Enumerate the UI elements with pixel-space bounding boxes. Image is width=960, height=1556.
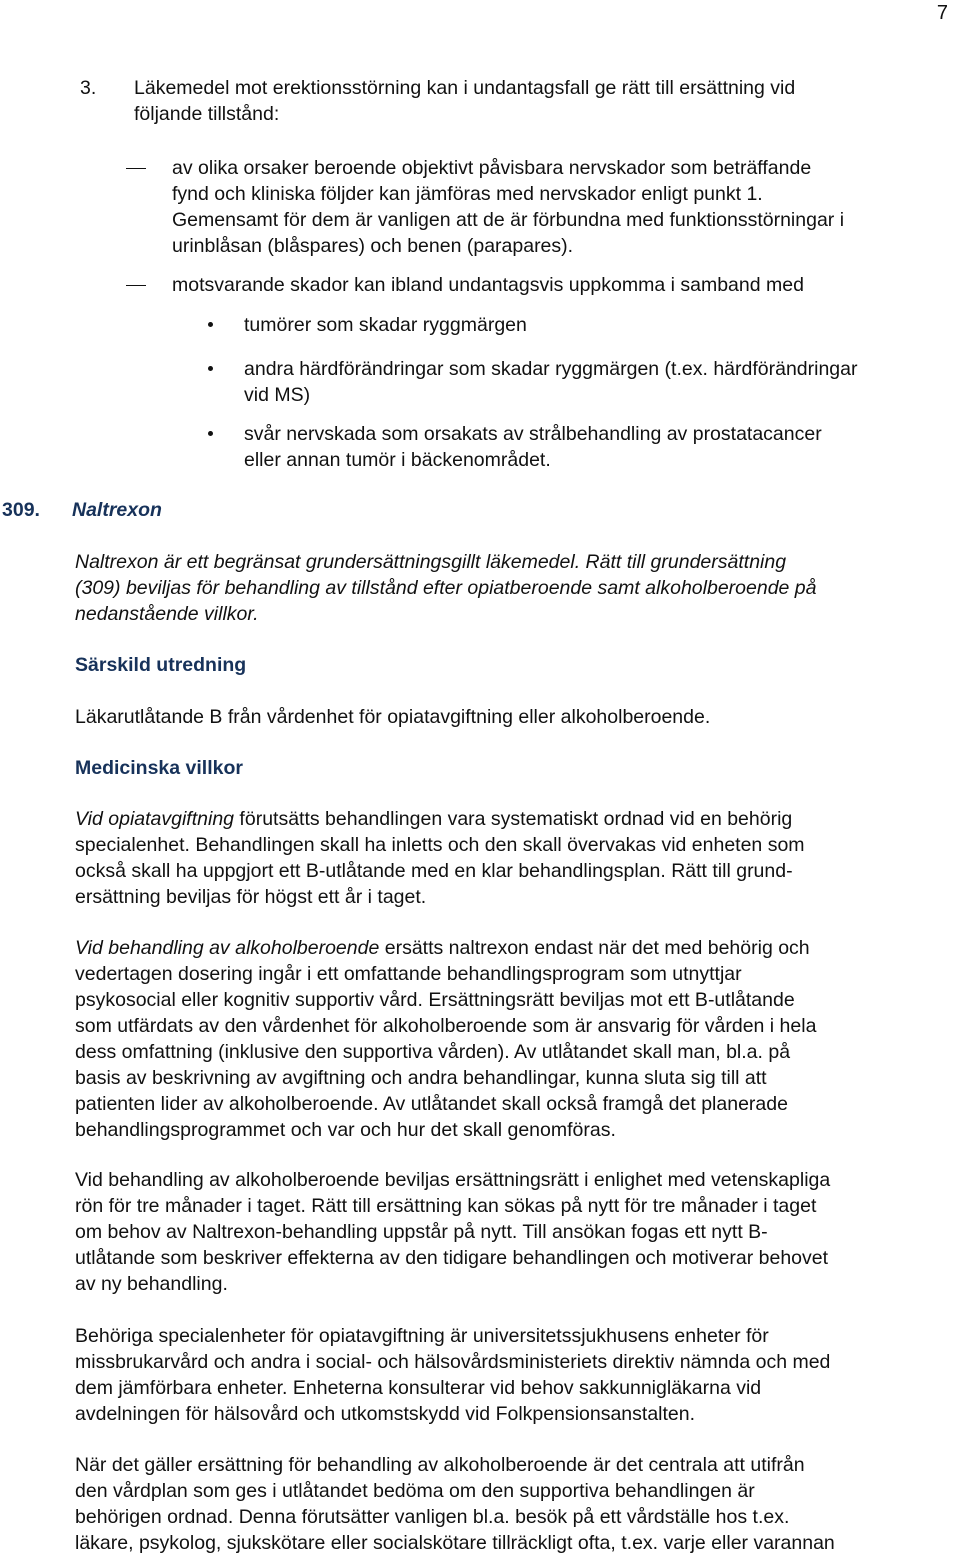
text-line: om behov av Naltrexon-behandling uppstår på nytt. Till ansökan fogas ett nytt B- [75, 1221, 768, 1243]
alcohol-paragraph [75, 935, 955, 1143]
text-line: svår nervskada som orsakats av strålbehandling av prostatacancer [244, 423, 822, 445]
text-line: som utfärdats av den vårdenhet för alkoholberoende som är ansvarig för vården i hela [75, 1015, 817, 1037]
care-plan-paragraph [75, 1452, 957, 1556]
item3-intro [134, 75, 934, 127]
text-line: (309) beviljas för behandling av tillstånd efter opiatberoende samt alkoholberoende på [75, 577, 817, 599]
item-number: 3. [80, 77, 97, 99]
text-line: rön för tre månader i taget. Rätt till ersättning kan sökas på nytt för tre månader i taget [75, 1195, 817, 1217]
text-line: missbrukarvård och andra i social- och hälsovårdsministeriets direktiv nämnda och med [75, 1351, 831, 1373]
section-number: 309. [2, 499, 40, 521]
text-line: Naltrexon är ett begränsat grundersättningsgillt läkemedel. Rätt till grundersättning [75, 551, 787, 573]
intro-paragraph [75, 549, 955, 627]
page-number: 7 [936, 2, 948, 24]
text-line: läkare, psykolog, sjukskötare eller socialskötare tillräckligt ofta, t.ex. varje eller varannan [75, 1532, 835, 1554]
text-line: av ny behandling. [75, 1273, 228, 1295]
text-line: psykosocial eller kognitiv supportiv vård. Ersättningsrätt beviljas mot ett B-utlåtande [75, 989, 795, 1011]
section-title: Naltrexon [72, 499, 162, 521]
text-line: Läkemedel mot erektionsstörning kan i undantagsfall ge rätt till ersättning vid [134, 77, 796, 99]
text-line: behörigen ordnad. Denna förutsätter vanligen bl.a. besök på ett vårdställe hos t.ex. [75, 1506, 790, 1528]
text-line: Behöriga specialenheter för opiatavgiftning är universitetssjukhusens enheter för [75, 1325, 769, 1347]
special-investigation-heading: Särskild utredning [75, 654, 247, 676]
text-line: specialenhet. Behandlingen skall ha inletts och den skall övervakas vid enheten som [75, 834, 805, 856]
text-line: avdelningen för hälsovård och utkomstskydd vid Folkpensionsanstalten. [75, 1403, 696, 1425]
medical-conditions-heading: Medicinska villkor [75, 757, 243, 779]
opiate-lead: Vid opiatavgiftning [75, 808, 235, 830]
special-investigation-text: Läkarutlåtande B från vårdenhet för opiatavgiftning eller alkoholberoende. [75, 706, 711, 728]
text-line: nedanstående villkor. [75, 603, 259, 625]
text-line: utlåtande som beskriver effekterna av den tidigare behandlingen och motiverar behovet [75, 1247, 829, 1269]
text-line: basis av beskrivning av avgiftning och andra behandlingar, kunna sluta sig till att [75, 1067, 767, 1089]
text-line: behandlingsprogrammet och var och hur det skall genomföras. [75, 1119, 616, 1141]
text-line: motsvarande skador kan ibland undantagsvis uppkomma i samband med [172, 274, 804, 296]
text-line: Gemensamt för dem är vanligen att de är förbundna med funktionsstörningar i [172, 209, 845, 231]
three-months-paragraph [75, 1167, 955, 1297]
text-line: dess omfattning (inklusive den supportiva vården). Av utlåtandet skall man, bl.a. på [75, 1041, 791, 1063]
text-line: den vårdplan som ges i utlåtandet bedöma om den supportiva behandlingen är [75, 1480, 755, 1502]
text-line: urinblåsan (blåspares) och benen (parapares). [172, 235, 574, 257]
dash-item-1 [172, 155, 952, 259]
text-line: följande tillstånd: [134, 103, 280, 125]
text-line: patienten lider av alkoholberoende. Av utlåtandet skall också framgå det planerade [75, 1093, 788, 1115]
text-line: dem jämförbara enheter. Enheterna konsulterar vid behov sakkunnigläkarna vid [75, 1377, 762, 1399]
text-line: av olika orsaker beroende objektivt påvisbara nervskador som beträffande [172, 157, 812, 179]
bullet-item-3 [244, 421, 954, 473]
text-line [75, 935, 955, 961]
text-line: vedertagen dosering ingår i ett omfattande behandlingsprogram som utnyttjar [75, 963, 742, 985]
opiate-paragraph [75, 806, 955, 910]
text-line: andra härdförändringar som skadar ryggmärgen (t.ex. härdförändringar [244, 358, 858, 380]
text-line: vid MS) [244, 384, 311, 406]
units-paragraph [75, 1323, 955, 1427]
text-line: fynd och kliniska följder kan jämföras med nervskador enligt punkt 1. [172, 183, 763, 205]
text-line: eller annan tumör i bäckenområdet. [244, 449, 551, 471]
text-line: Vid behandling av alkoholberoende beviljas ersättningsrätt i enlighet med vetenskapliga [75, 1169, 831, 1191]
alcohol-lead: Vid behandling av alkoholberoende [75, 937, 380, 959]
text-line: också skall ha uppgjort ett B-utlåtande med en klar behandlingsplan. Rätt till grund- [75, 860, 793, 882]
dash-item-2 [172, 272, 952, 298]
bullet-item-1 [244, 312, 954, 338]
alcohol-rest: ersätts naltrexon endast när det med behörig och [379, 937, 810, 959]
text-line [75, 806, 955, 832]
text-line: tumörer som skadar ryggmärgen [244, 314, 527, 336]
opiate-rest: förutsätts behandlingen vara systematiskt ordnad vid en behörig [234, 808, 793, 830]
bullet-item-2 [244, 356, 954, 408]
text-line: När det gäller ersättning för behandling av alkoholberoende är det centrala att utifrån [75, 1454, 805, 1476]
text-line: ersättning beviljas för högst ett år i taget. [75, 886, 427, 908]
